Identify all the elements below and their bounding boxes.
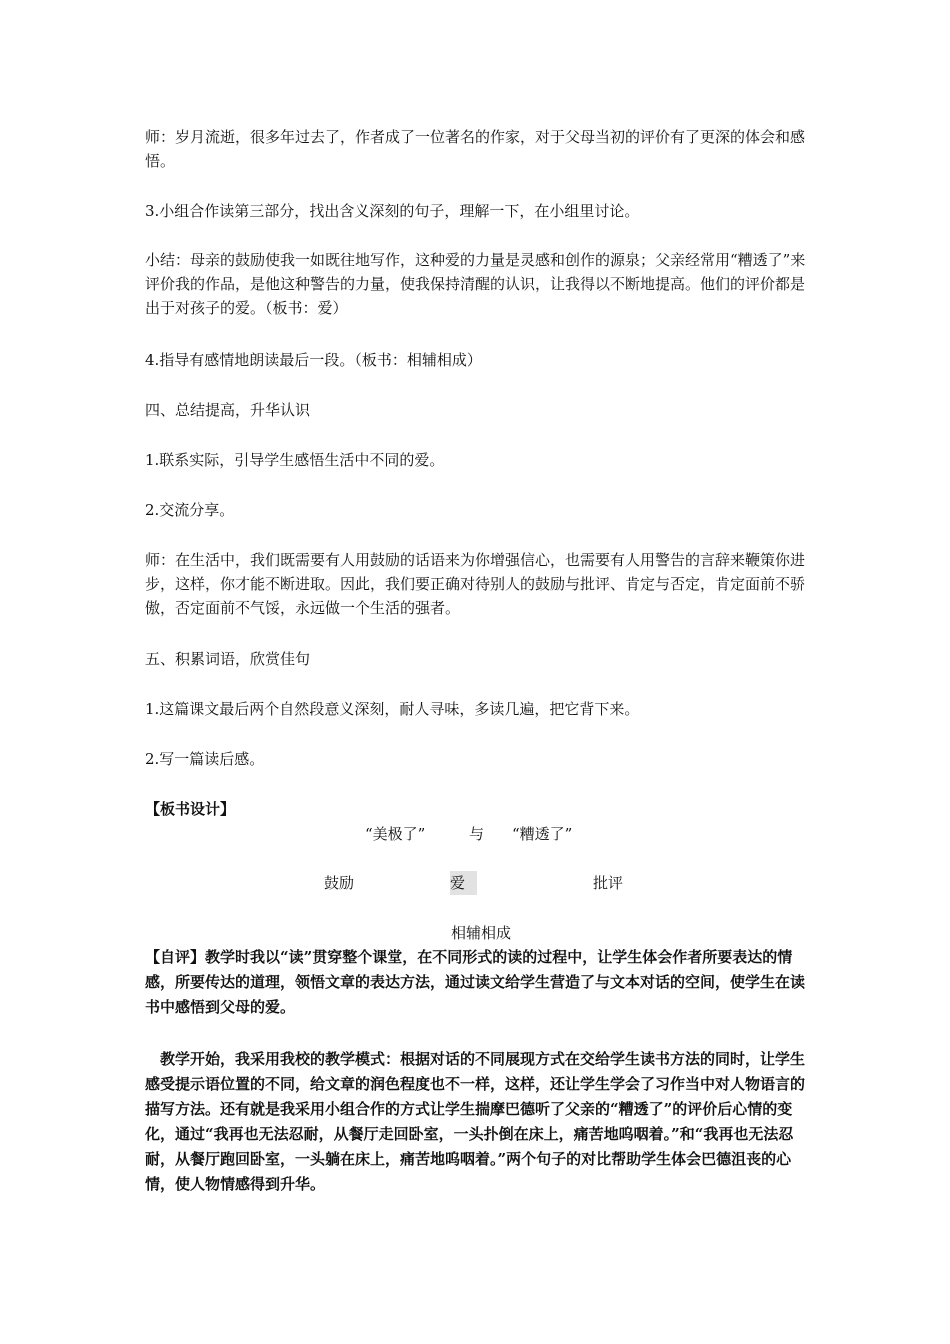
paragraph-share: 2.交流分享。 [145,501,235,519]
board-ai: 爱 [450,871,477,895]
board-design-heading: 【板书设计】 [145,800,236,818]
board-meiji: “美极了” [365,825,426,843]
paragraph-read-aloud: 4.指导有感情地朗读最后一段。（板书：相辅相成） [145,351,482,369]
paragraph-summary: 小结：母亲的鼓励使我一如既往地写作，这种爱的力量是灵感和创作的源泉；父亲经常用“糟透了”来评价我的作品，是他这种警告的力量，使我保持清醒的认识，让我得以不断地提高。他们的评价都是出于对孩子的爱。（板书：爱） [145,251,806,317]
board-piping: 批评 [593,874,624,892]
section-heading-four: 四、总结提高，升华认识 [145,401,311,419]
paragraph-recite: 1.这篇课文最后两个自然段意义深刻，耐人寻味，多读几遍，把它背下来。 [145,700,640,718]
paragraph-group-reading: 3.小组合作读第三部分，找出含义深刻的句子，理解一下，在小组里讨论。 [145,202,640,220]
paragraph-essay: 2.写一篇读后感。 [145,750,265,768]
paragraph-teacher-reflection: 师：岁月流逝，很多年过去了，作者成了一位著名的作家，对于父母当初的评价有了更深的体会和感悟。 [145,128,806,170]
self-review-paragraph: 【自评】教学时我以“读”贯穿整个课堂，在不同形式的读的过程中，让学生体会作者所要表达的情感，所要传达的道理，领悟文章的表达方法，通过读文给学生营造了与文本对话的空间，使学生在读书中感悟到父母的爱。 [145,948,806,1016]
board-zaotou: “糟透了” [512,825,573,843]
teaching-mode-paragraph: 教学开始，我采用我校的教学模式：根据对话的不同展现方式在交给学生读书方法的同时，让学生感受提示语位置的不同，给文章的润色程度也不一样，这样，还让学生学会了习作当中对人物语言的描写方法。还有就是我采用小组合作的方式让学生揣摩巴德听了父亲的“糟透了”的评价后心情的变化，通过“我再也无法忍耐，从餐厅走回卧室，一头扑倒在床上，痛苦地呜咽着。”和“我再也无法忍耐，从餐厅跑回卧室，一头躺在床上，痛苦地呜咽着。”两个句子的对比帮助学生体会巴德沮丧的心情，使人物情感得到升华。 [145,1050,806,1193]
board-guli: 鼓励 [324,874,355,892]
section-heading-five: 五、积累词语，欣赏佳句 [145,650,311,668]
board-xiangfu: 相辅相成 [451,924,512,942]
board-yu: 与 [469,825,485,843]
paragraph-teacher-conclusion: 师：在生活中，我们既需要有人用鼓励的话语来为你增强信心，也需要有人用警告的言辞来鞭策你进步，这样，你才能不断进取。因此，我们要正确对待别人的鼓励与批评、肯定与否定，肯定面前不骄傲，否定面前不气馁，永远做一个生活的强者。 [145,551,806,617]
paragraph-connect-life: 1.联系实际，引导学生感悟生活中不同的爱。 [145,451,445,469]
